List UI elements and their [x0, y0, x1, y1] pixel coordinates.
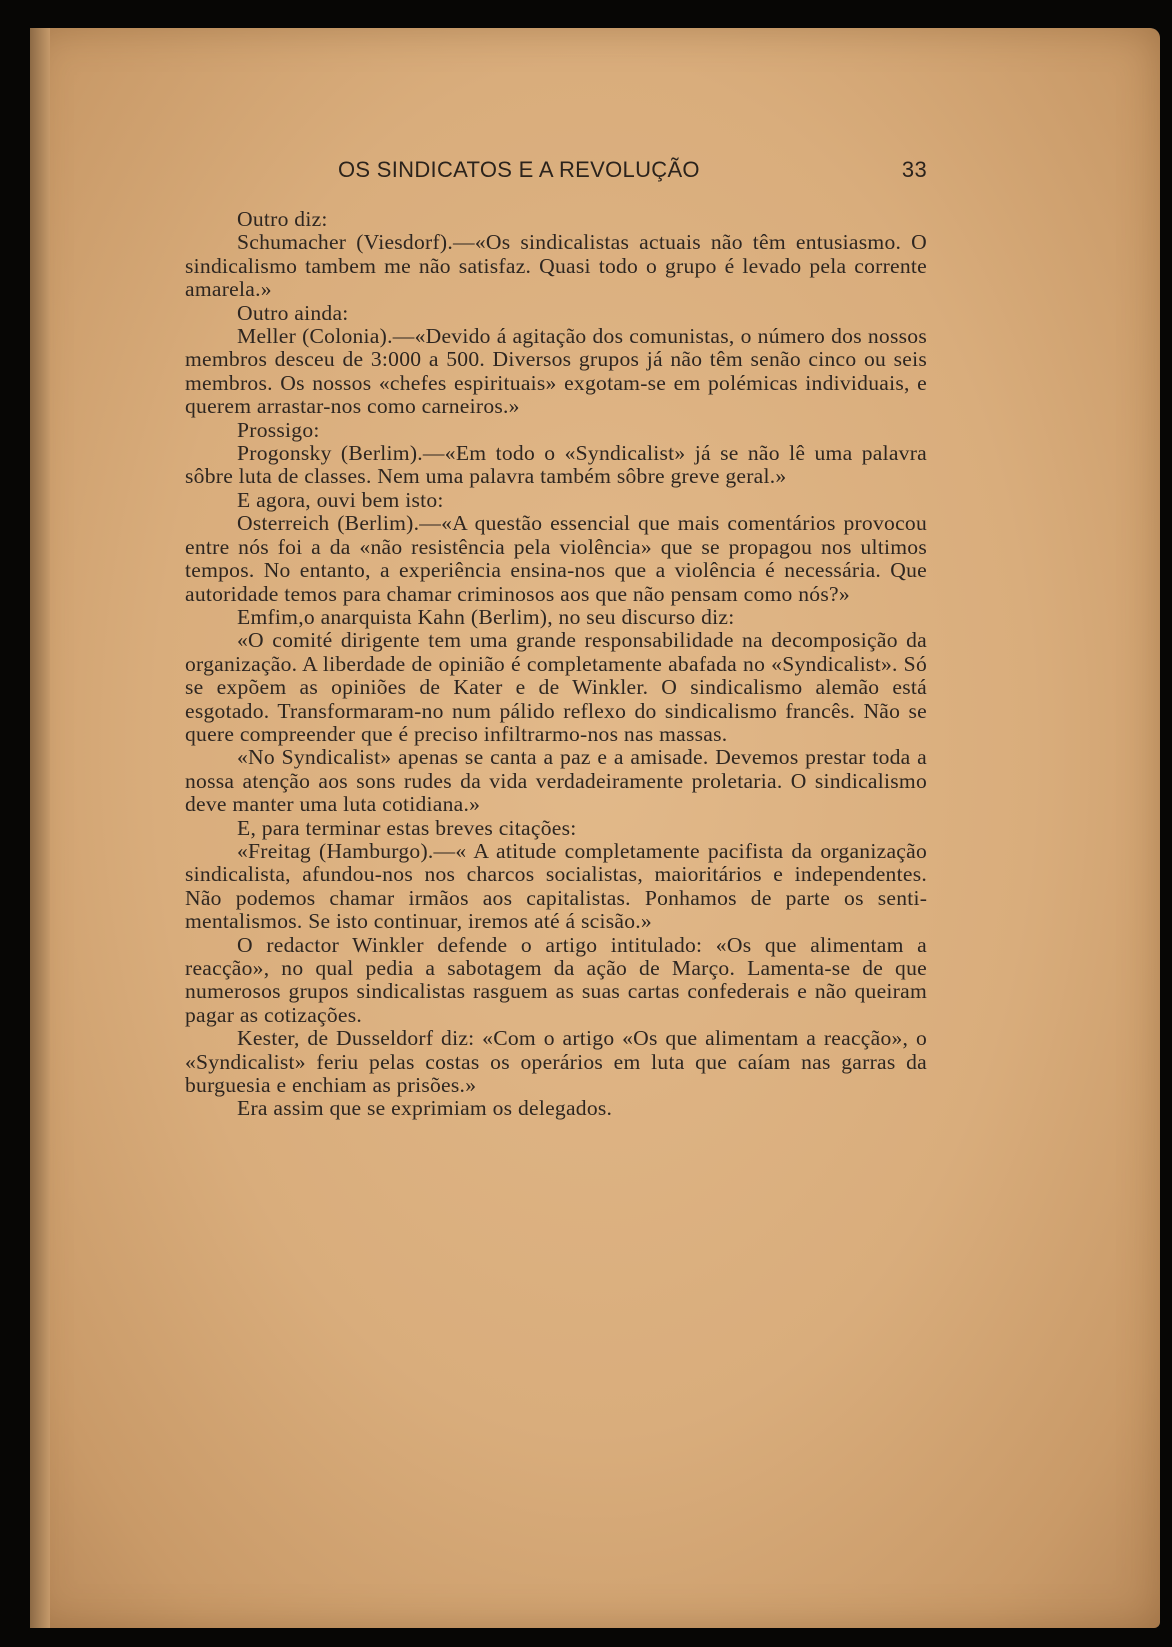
paragraph: «No Syndicalist» apenas se canta a paz e a amisade. Devemos prestar toda a nossa atenção aos sons rudes da vida verdadeiramente proletaria. O sindicalismo deve manter uma luta cotidiana.»: [185, 745, 927, 817]
page-body: [185, 158, 927, 1121]
paragraph: Outro ainda:: [237, 300, 349, 325]
paragraph: Progonsky (Berlim).—«Em todo o «Syndicalist» já se não lê uma palavra sôbre luta de classes. Nem uma palavra também sôbre greve geral.»: [185, 441, 927, 489]
paragraph: Osterreich (Berlim).—«A questão essencial que mais comentários provocou entre nós foi a da «não resistência pela violência» que se propagou nos ultimos tempos. No entanto, a experiência ensina-nos que a violência é necessária. Que autoridade temos para chamar criminosos aos que não pensam como nós?»: [185, 511, 927, 606]
paragraph: Kester, de Dusseldorf diz: «Com o artigo «Os que alimentam a reacção», o «Syndicalist» feriu pelas costas os operários em luta que caíam nas garras da burguesia e enchiam as prisões.»: [185, 1026, 927, 1098]
page-number: 33: [901, 157, 927, 182]
paragraph: «Freitag (Hamburgo).—« A atitude completamente pacifista da organização sindicalista, afundou-nos nos charcos socialistas, maioritários e independentes. Não podemos chamar irmãos aos capitalistas. Ponhamos de parte os sentimentalismos. Se isto continuar, iremos até á scisão.»: [185, 838, 927, 934]
paragraph: «O comité dirigente tem uma grande responsabilidade na decomposição da organização. A liberdade de opinião é completamente abafada no «Syndicalist». Só se expõem as opiniões de Kater e de Winkler. O sindicalismo alemão está esgotado. Transformaram-no num pálido reflexo do sindicalismo francês. Não se quere compreender que é preciso infiltrarmo-nos nas massas.: [185, 628, 927, 746]
paragraph: E, para terminar estas breves citações:: [237, 815, 577, 840]
running-head-title: OS SINDICATOS E A REVOLUÇÃO: [338, 157, 700, 182]
paragraph: Era assim que se exprimiam os delegados.: [237, 1096, 613, 1121]
paragraph: Outro diz:: [237, 207, 328, 231]
paragraph: Prossigo:: [237, 417, 320, 442]
running-head: [338, 158, 927, 183]
paragraph: Meller (Colonia).—«Devido á agitação dos comunistas, o número dos nossos membros desceu de 3:000 a 500. Diversos grupos já não têm senão cinco ou seis membros. Os nossos «chefes espirituais» exgotam-se em polémicas individuais, e querem arrastar-nos como carneiros.»: [185, 324, 927, 419]
paragraph: Emfim,o anarquista Kahn (Berlim), no seu discurso diz:: [237, 604, 735, 629]
paragraph: E agora, ouvi bem isto:: [237, 487, 444, 512]
paragraph: O redactor Winkler defende o artigo intitulado: «Os que alimentam a reacção», no qual pedia a sabotagem da ação de Março. Lamenta-se de que numerosos grupos sindicalistas rasguem as suas cartas confederais e não queiram pagar as cotizações.: [185, 932, 927, 1027]
binding-gutter: [30, 28, 50, 1628]
paragraph: Schumacher (Viesdorf).—«Os sindicalistas actuais não têm entusiasmo. O sindicalismo tambem me não satisfaz. Quasi todo o grupo é levado pela corrente amarela.»: [185, 230, 927, 302]
